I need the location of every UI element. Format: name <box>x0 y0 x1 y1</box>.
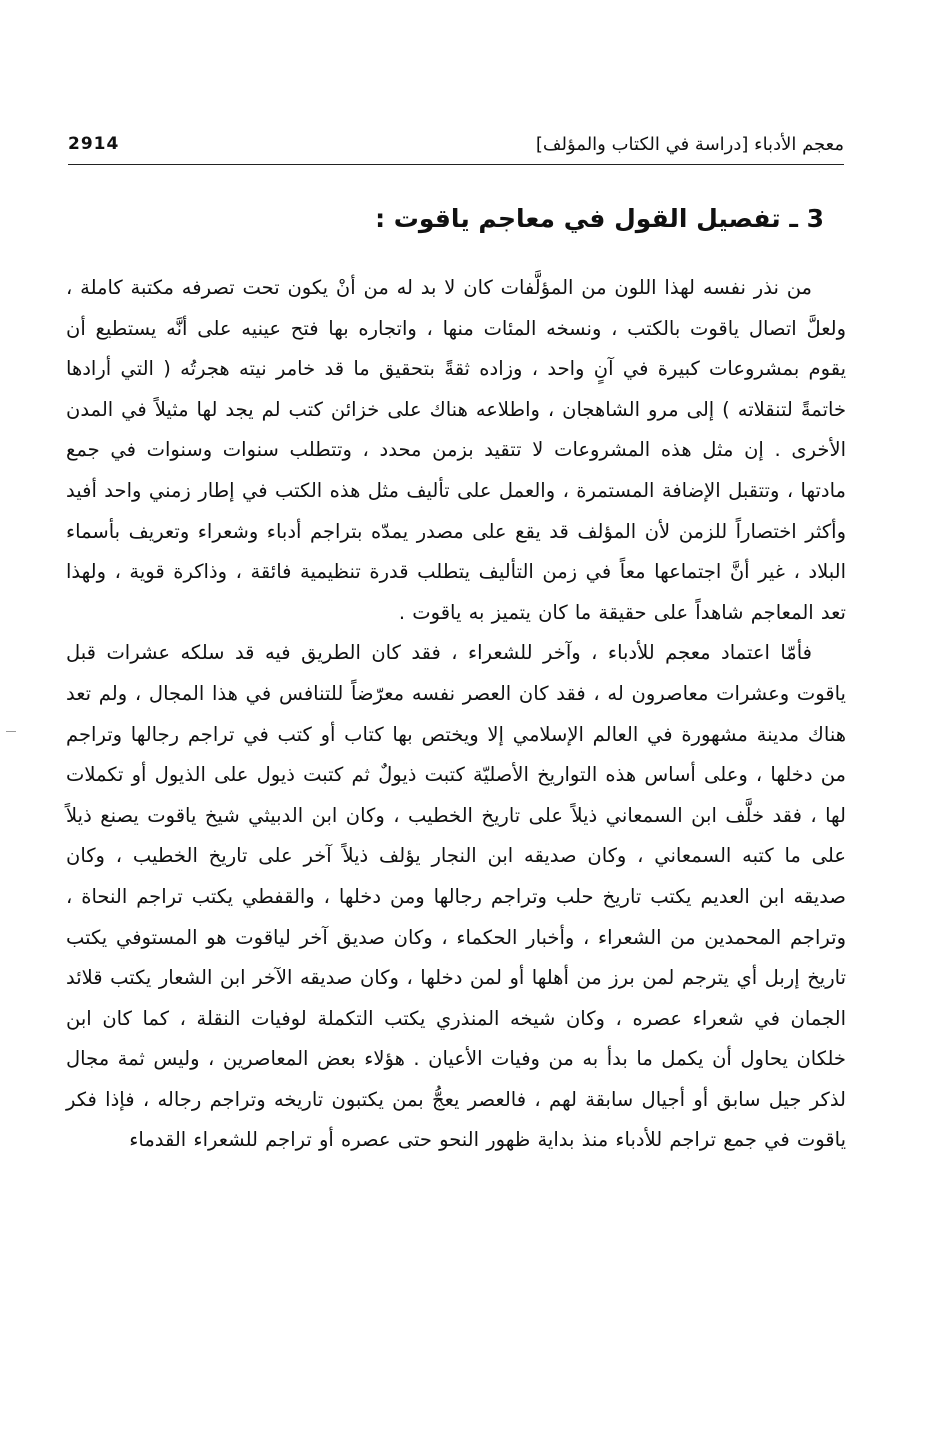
paragraph-1: من نذر نفسه لهذا اللون من المؤلَّفات كان لا بد له من أنْ يكون تحت تصرفه مكتبة كاملة ، ولعلَّ اتصال ياقوت بالكتب ، ونسخه المئات منها ، واتجاره بها فتح عينيه على أنَّه يستطيع أن يقوم بمشروعات كبيرة في آنٍ واحد ، وزاده ثقةً بتحقيق ما قد خامر نيته هجرتُه ( التي أرادها خاتمةً لتنقلاته ) إلى مرو الشاهجان ، واطلاعه هناك على خزائن كتب لم يجد لها مثيلاً في المدن الأخرى . إن مثل هذه المشروعات لا تتقيد بزمن محدد ، وتتطلب سنوات وسنوات في جمع مادتها ، وتتقبل الإضافة المستمرة ، والعمل على تأليف مثل هذه الكتب في إطار زمني واحد أفيد وأكثر اختصاراً للزمن لأن المؤلف قد يقع على مصدر يمدّه بتراجم أدباء وشعراء وتعريف بأسماء البلاد ، غير أنَّ اجتماعها معاً في زمن التأليف يتطلب قدرة تنظيمية فائقة ، وذاكرة قوية ، ولهذا تعد المعاجم شاهداً على حقيقة ما كان يتميز به ياقوت . <box>66 276 846 624</box>
running-title: معجم الأدباء [دراسة في الكتاب والمؤلف] <box>535 134 844 155</box>
page-number: 2914 <box>68 134 120 154</box>
margin-mark <box>6 731 16 732</box>
section-heading-text: 3 ـ تفصيل القول في معاجم ياقوت : <box>375 204 824 233</box>
paragraph-2: فأمّا اعتماد معجم للأدباء ، وآخر للشعراء ، فقد كان الطريق فيه قد سلكه عشرات قبل ياقوت وعشرات معاصرون له ، فقد كان العصر نفسه معرّضاً للتنافس في هذا المجال ، ولم تعد هناك مدينة مشهورة في العالم الإسلامي إلا ويختص بها كتاب أو كتب في تراجم رجالها وتراجم من دخلها ، وعلى أساس هذه التواريخ الأصليّة كتبت ذيولٌ ثم كتبت ذيول على الذيول أو تكملات لها ، فقد خلَّف ابن السمعاني ذيلاً على تاريخ الخطيب ، وكان ابن الدبيثي شيخ ياقوت يصنع ذيلاً على ما كتبه السمعاني ، وكان صديقه ابن النجار يؤلف ذيلاً آخر على تاريخ الخطيب ، وكان صديقه ابن العديم يكتب تاريخ حلب وتراجم رجالها ومن دخلها ، والقفطي يكتب تراجم النحاة ، وتراجم المحمدين من الشعراء ، وأخبار الحكماء ، وكان صديق آخر لياقوت هو المستوفي يكتب تاريخ إربل أي يترجم لمن برز من أهلها أو لمن دخلها ، وكان صديقه الآخر ابن الشعار يكتب قلائد الجمان في شعراء عصره ، وكان شيخه المنذري يكتب التكملة لوفيات النقلة ، كما كان ابن خلكان يحاول أن يكمل ما بدأ به من وفيات الأعيان . هؤلاء بعض المعاصرين ، وليس ثمة مجال لذكر جيل سابق أو أجيال سابقة لهم ، فالعصر يعجُّ بمن يكتبون تاريخه وتراجم رجاله ، فإذا فكر ياقوت في جمع تراجم للأدباء منذ بداية ظهور النحو حتى عصره أو تراجم للشعراء القدماء <box>66 641 846 1152</box>
section-heading <box>124 204 824 233</box>
body-text <box>66 268 846 1161</box>
running-header <box>68 128 844 165</box>
